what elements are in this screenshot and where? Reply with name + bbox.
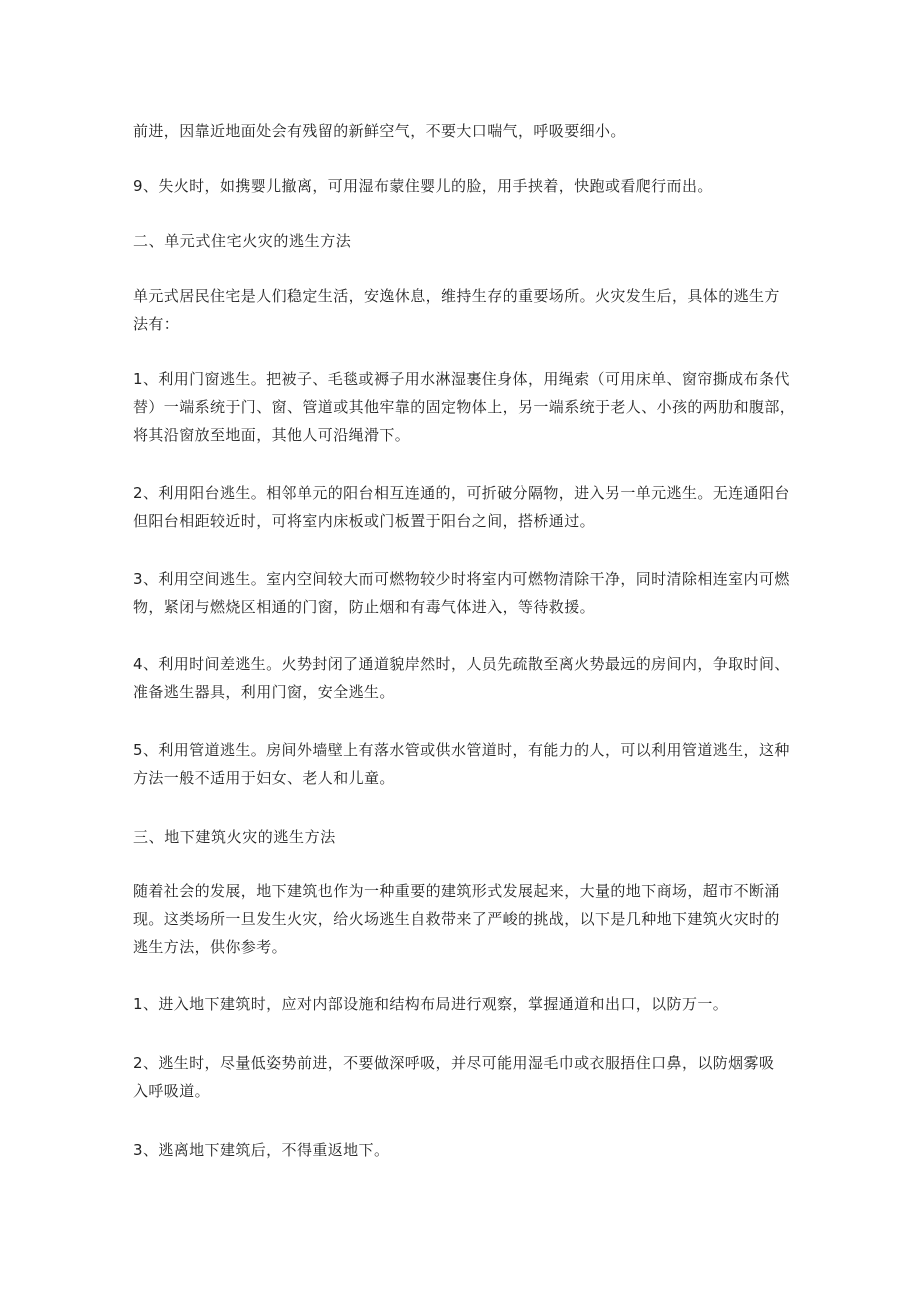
paragraph-item-2-balcony — [133, 479, 801, 535]
text-line: 但阳台相距较近时，可将室内床板或门板置于阳台之间，搭桥通过。 — [133, 512, 596, 530]
text-line: 方法一般不适用于妇女、老人和儿童。 — [133, 769, 395, 787]
text-line: 2、逃生时，尽量低姿势前进，不要做深呼吸，并尽可能用湿毛巾或衣服捂住口鼻，以防烟雾吸 — [133, 1054, 775, 1072]
text-line: 9、失火时，如携婴儿撤离，可用湿布蒙住婴儿的脸，用手挟着，快跑或看爬行而出。 — [133, 177, 713, 195]
text-line: 3、逃离地下建筑后，不得重返地下。 — [133, 1141, 390, 1159]
text-line: 单元式居民住宅是人们稳定生活，安逸休息，维持生存的重要场所。火灾发生后，具体的逃生方 — [133, 287, 780, 305]
text-line: 现。这类场所一旦发生火灾，给火场逃生自救带来了严峻的挑战，以下是几种地下建筑火灾时的 — [133, 910, 780, 928]
text-line: 法有： — [133, 315, 180, 333]
text-line: 3、利用空间逃生。室内空间较大而可燃物较少时将室内可燃物清除干净，同时清除相连室内可燃 — [133, 570, 790, 588]
text-line: 将其沿窗放至地面，其他人可沿绳滑下。 — [133, 426, 411, 444]
text-line: 前进，因靠近地面处会有残留的新鲜空气，不要大口喘气，呼吸要细小。 — [133, 122, 626, 140]
section-heading-underground — [133, 823, 801, 851]
text-line: 1、利用门窗逃生。把被子、毛毯或褥子用水淋湿裹住身体，用绳索（可用床单、窗帘撕成布条代 — [133, 370, 790, 388]
text-line: 1、进入地下建筑时，应对内部设施和结构布局进行观察，掌握通道和出口，以防万一。 — [133, 995, 729, 1013]
paragraph-underground-intro — [133, 877, 801, 961]
text-line: 准备逃生器具，利用门窗，安全逃生。 — [133, 683, 395, 701]
text-line: 随着社会的发展，地下建筑也作为一种重要的建筑形式发展起来，大量的地下商场，超市不断涌 — [133, 882, 780, 900]
section-heading-unit-residence — [133, 227, 801, 255]
heading-text: 二、单元式住宅火灾的逃生方法 — [133, 232, 352, 250]
paragraph-item-5-pipes — [133, 736, 801, 792]
text-line: 入呼吸道。 — [133, 1082, 211, 1100]
text-line: 5、利用管道逃生。房间外墙壁上有落水管或供水管道时，有能力的人，可以利用管道逃生，这种 — [133, 741, 790, 759]
paragraph-underground-item-1 — [133, 990, 801, 1018]
paragraph-unit-residence-intro — [133, 282, 801, 338]
text-line: 替）一端系统于门、窗、管道或其他牢靠的固定物体上，另一端系统于老人、小孩的两肋和腹部， — [133, 398, 796, 416]
paragraph-item-4-time — [133, 650, 801, 706]
paragraph-underground-item-2 — [133, 1049, 801, 1105]
text-line: 2、利用阳台逃生。相邻单元的阳台相互连通的，可折破分隔物，进入另一单元逃生。无连通阳台 — [133, 484, 790, 502]
heading-text: 三、地下建筑火灾的逃生方法 — [133, 828, 336, 846]
text-line: 逃生方法，供你参考。 — [133, 938, 288, 956]
text-line: 物，紧闭与燃烧区相通的门窗，防止烟和有毒气体进入，等待救援。 — [133, 598, 596, 616]
paragraph-crawl-forward — [133, 117, 801, 145]
paragraph-underground-item-3 — [133, 1136, 801, 1164]
paragraph-item-3-space — [133, 565, 801, 621]
text-line: 4、利用时间差逃生。火势封闭了通道貌岸然时，人员先疏散至离火势最远的房间内，争取时间、 — [133, 655, 790, 673]
paragraph-item-9-infant — [133, 172, 801, 200]
paragraph-item-1-windows — [133, 365, 801, 449]
